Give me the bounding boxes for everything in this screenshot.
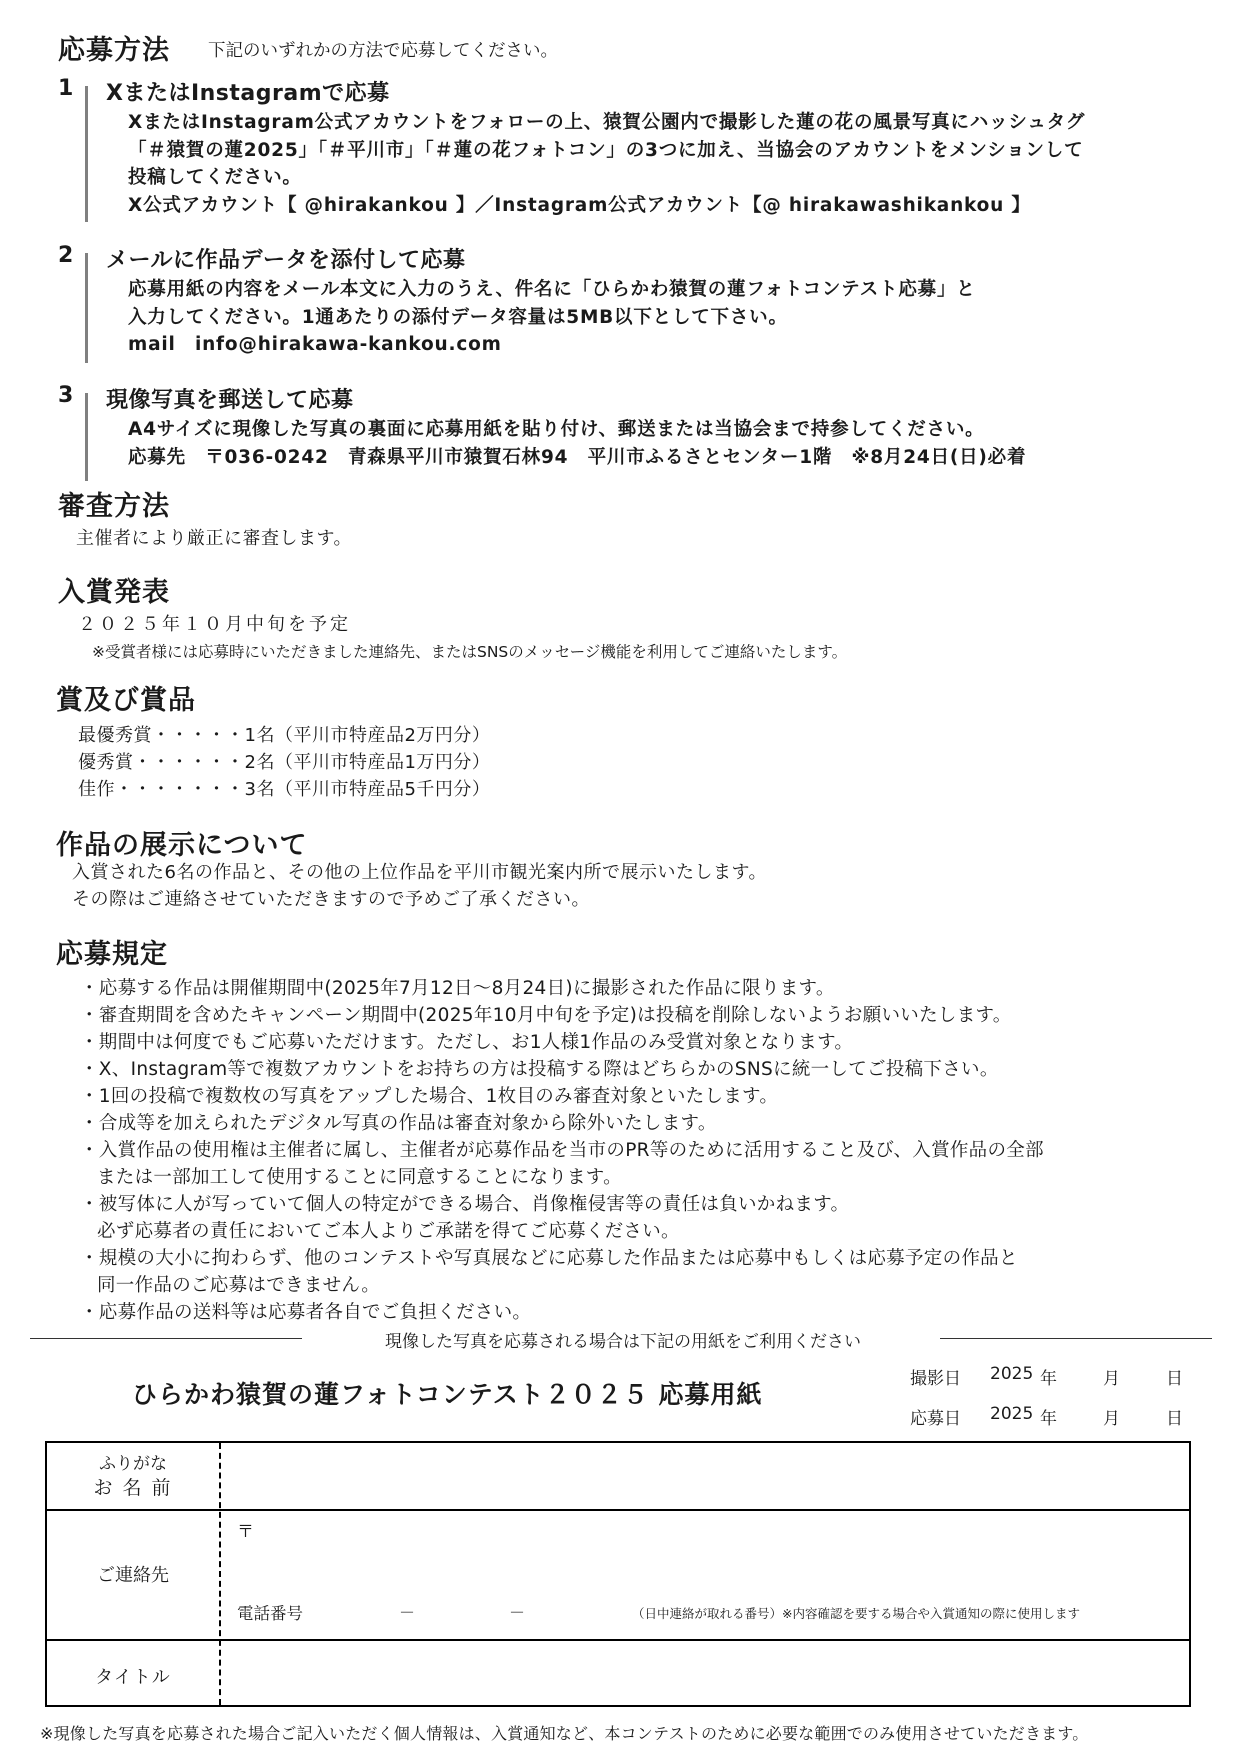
method-body: [128, 109, 1241, 219]
method-line: 「＃猿賀の蓮2025」「＃平川市」「＃蓮の花フォトコン」の3つに加え、当協会のアカウントをメンションして: [128, 139, 1084, 161]
name-label: お 名 前: [93, 1477, 173, 1499]
phone-field[interactable]: [317, 1595, 617, 1631]
apply-date-month: 月: [1103, 1409, 1120, 1429]
divider-text: 現像した写真を応募される場合は下記の用紙をご利用ください: [385, 1332, 861, 1352]
exhibition-line: 入賞された6名の作品と、その他の上位作品を平川市観光案内所で展示いたします。: [72, 862, 768, 883]
method-body: [128, 416, 1241, 471]
method-title: メールに作品データを添付して応募: [106, 248, 466, 273]
apply-date-year: 2025: [990, 1404, 1034, 1424]
method-3: [58, 383, 1208, 478]
apply-date-row: [910, 1404, 1190, 1429]
method-line: A4サイズに現像した写真の裏面に応募用紙を貼り付け、郵送または当協会まで持参してください。: [128, 419, 985, 440]
contact-label: ご連絡先: [97, 1565, 169, 1586]
section-heading-review: 審査方法: [58, 491, 170, 522]
phone-dash-1: －: [399, 1603, 416, 1622]
rule-line: ・期間中は何度でもご応募いただけます。ただし、お1人様1作品のみ受賞対象となります。: [80, 1032, 854, 1053]
divider-line-right: [940, 1338, 1212, 1339]
postal-mark: 〒: [237, 1522, 254, 1542]
rule-line: ・X、Instagram等で複数アカウントをお持ちの方は投稿する際はどちらかのSNSに統一してご投稿下さい。: [80, 1059, 999, 1080]
section-heading-rules: 応募規定: [56, 939, 168, 970]
method-number: 2: [58, 243, 74, 268]
method-number: 3: [58, 383, 74, 408]
section-heading-prizes: 賞及び賞品: [56, 685, 196, 716]
method-title: XまたはInstagramで応募: [106, 81, 390, 106]
method-number: 1: [58, 76, 74, 101]
name-field[interactable]: [223, 1443, 1189, 1509]
rule-line: ・合成等を加えられたデジタル写真の作品は審査対象から除外いたします。: [80, 1113, 717, 1134]
phone-note: （日中連絡が取れる番号）※内容確認を要する場合や入賞通知の際に使用します: [632, 1606, 1080, 1621]
rules-list: [80, 975, 1044, 1326]
prize-item: 佳作・・・・・・・3名（平川市特産品5千円分）: [78, 779, 491, 800]
shoot-date-nen: 年: [1040, 1369, 1057, 1389]
rule-line: ・応募する作品は開催期間中(2025年7月12日〜8月24日)に撮影された作品に限ります。: [80, 978, 835, 999]
rule-line: ・被写体に人が写っていて個人の特定ができる場合、肖像権侵害等の責任は負いかねます。: [80, 1194, 850, 1215]
method-line: X公式アカウント【 @hirakankou 】／Instagram公式アカウント【@ hirakawashikankou 】: [128, 194, 1031, 216]
form-title: ひらかわ猿賀の蓮フォトコンテスト２０２５ 応募用紙: [132, 1380, 763, 1409]
apply-method-subtitle: 下記のいずれかの方法で応募してください。: [208, 41, 558, 61]
phone-label: 電話番号: [237, 1604, 303, 1623]
shoot-date-row: [910, 1364, 1190, 1389]
footer-note: ※現像した写真を応募された場合ご記入いただく個人情報は、入賞通知など、本コンテストのために必要な範囲でのみ使用させていただきます。: [40, 1724, 1089, 1743]
rule-line: ・1回の投稿で複数枚の写真をアップした場合、1枚目のみ審査対象といたします。: [80, 1086, 779, 1107]
row-divider: [47, 1509, 1189, 1511]
title-field[interactable]: [223, 1641, 1189, 1705]
method-body: [128, 276, 1241, 359]
method-line: 応募先 〒036-0242 青森県平川市猿賀石林94 平川市ふるさとセンター1階 ※8月24日(日)必着: [128, 446, 1027, 468]
prize-item: 最優秀賞・・・・・1名（平川市特産品2万円分）: [78, 725, 491, 746]
rule-line: ・審査期間を含めたキャンペーン期間中(2025年10月中旬を予定)は投稿を削除しないようお願いいたします。: [80, 1005, 1012, 1026]
shoot-date-label: 撮影日: [910, 1369, 961, 1389]
announcement-note: ※受賞者様には応募時にいただきました連絡先、またはSNSのメッセージ機能を利用してご連絡いたします。: [92, 643, 848, 661]
review-text: 主催者により厳正に審査します。: [76, 528, 353, 549]
rule-line: 同一作品のご応募はできません。: [97, 1275, 381, 1296]
furigana-label: ふりがな: [99, 1454, 167, 1474]
section-heading-apply-method: 応募方法: [58, 35, 170, 66]
announcement-text: ２０２５年１０月中旬を予定: [78, 614, 351, 635]
column-divider: [219, 1443, 221, 1705]
rule-line: ・規模の大小に拘わらず、他のコンテストや写真展などに応募した作品または応募中もしくは応募予定の作品と: [80, 1248, 1018, 1269]
apply-date-day: 日: [1166, 1409, 1183, 1429]
method-line: 応募用紙の内容をメール本文に入力のうえ、件名に「ひらかわ猿賀の蓮フォトコンテスト応募」と: [128, 279, 976, 300]
divider-line-left: [30, 1338, 302, 1339]
rule-line: 必ず応募者の責任においてご本人よりご承諾を得てご応募ください。: [97, 1221, 680, 1242]
method-2: [58, 243, 1208, 358]
method-bar: [85, 253, 88, 363]
shoot-date-month: 月: [1103, 1369, 1120, 1389]
method-line: mail info@hirakawa-kankou.com: [128, 334, 502, 355]
prize-item: 優秀賞・・・・・・2名（平川市特産品1万円分）: [78, 752, 491, 773]
method-bar: [85, 393, 88, 481]
method-line: XまたはInstagram公式アカウントをフォローの上、猿賀公園内で撮影した蓮の花の風景写真にハッシュタグ: [128, 112, 1086, 133]
method-line: 投稿してください。: [128, 167, 302, 188]
method-1: [58, 76, 1208, 216]
address-field[interactable]: [223, 1513, 1189, 1593]
shoot-date-day: 日: [1166, 1369, 1183, 1389]
phone-dash-2: －: [509, 1603, 526, 1622]
method-bar: [85, 86, 88, 222]
exhibition-text: [72, 859, 767, 913]
prize-list: [78, 722, 490, 803]
shoot-date-year: 2025: [990, 1364, 1034, 1384]
apply-date-label: 応募日: [910, 1409, 961, 1429]
title-label: タイトル: [95, 1667, 171, 1688]
rule-line: ・入賞作品の使用権は主催者に属し、主催者が応募作品を当市のPR等のために活用すること及び、入賞作品の全部: [80, 1140, 1044, 1161]
exhibition-line: その際はご連絡させていただきますので予めご了承ください。: [72, 889, 590, 910]
application-form-table: [45, 1441, 1191, 1707]
rule-line: または一部加工して使用することに同意することになります。: [97, 1167, 622, 1188]
apply-date-nen: 年: [1040, 1409, 1057, 1429]
section-heading-announcement: 入賞発表: [58, 577, 170, 608]
method-line: 入力してください。1通あたりの添付データ容量は5MB以下として下さい。: [128, 306, 788, 328]
method-title: 現像写真を郵送して応募: [106, 388, 354, 413]
rule-line: ・応募作品の送料等は応募者各自でご負担ください。: [80, 1302, 532, 1323]
section-heading-exhibition: 作品の展示について: [56, 830, 308, 861]
